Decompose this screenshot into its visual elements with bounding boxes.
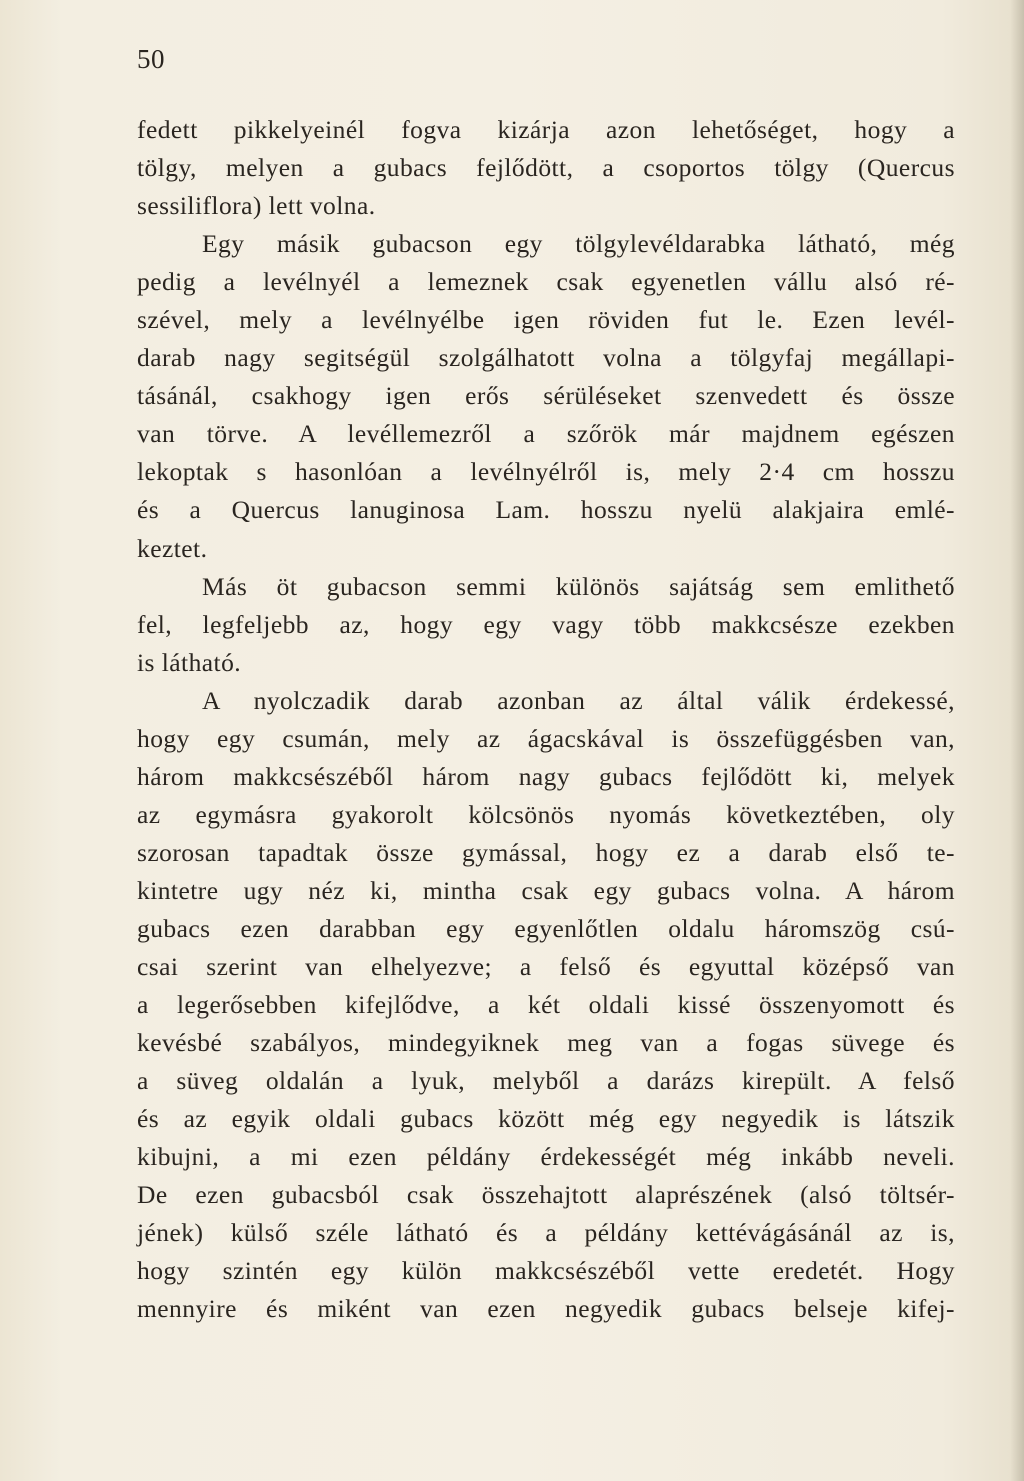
- text-line: hogy szintén egy külön makkcsészéből vette eredetét. Hogy: [137, 1256, 955, 1286]
- text-line: A nyolczadik darab azonban az által válik érdekessé,: [202, 685, 955, 715]
- text-line: kintetre ugy néz ki, mintha csak egy gubacs volna. A három: [137, 875, 955, 905]
- text-line: De ezen gubacsból csak összehajtott alaprészének (alsó töltsér-: [137, 1180, 955, 1210]
- text-line: lekoptak s hasonlóan a levélnyélről is, mely 2·4 cm hosszu: [137, 457, 955, 487]
- text-line: hogy egy csumán, mely az ágacskával is összefüggésben van,: [137, 723, 955, 753]
- text-line: keztet.: [137, 533, 208, 563]
- text-line: fel, legfeljebb az, hogy egy vagy több makkcsésze ezekben: [137, 609, 955, 639]
- body-text: [137, 111, 955, 1329]
- text-line: fedett pikkelyeinél fogva kizárja azon lehetőséget, hogy a: [137, 115, 955, 144]
- text-line: tásánál, csakhogy igen erős sérüléseket szenvedett és össze: [137, 381, 955, 411]
- text-line: mennyire és miként van ezen negyedik gubacs belseje kifej-: [137, 1294, 955, 1324]
- page-number: 50: [137, 44, 165, 74]
- text-line: gubacs ezen darabban egy egyenlőtlen oldalu háromszög csú-: [137, 913, 955, 943]
- text-line: pedig a levélnyél a lemeznek csak egyenetlen vállu alsó ré-: [137, 267, 955, 297]
- text-line: is látható.: [137, 647, 242, 677]
- text-line: szével, mely a levélnyélbe igen röviden fut le. Ezen levél-: [137, 305, 955, 335]
- text-line: kevésbé szabályos, mindegyiknek meg van a fogas süvege és: [137, 1028, 955, 1058]
- text-line: Más öt gubacson semmi különös sajátság sem emlithető: [202, 571, 955, 601]
- text-line: jének) külső széle látható és a példány kettévágásánál az is,: [137, 1218, 955, 1248]
- text-line: sessiliflora) lett volna.: [137, 191, 376, 221]
- page-edge-shadow: [1010, 0, 1024, 1481]
- text-line: három makkcsészéből három nagy gubacs fejlődött ki, melyek: [137, 761, 955, 791]
- text-line: és az egyik oldali gubacs között még egy negyedik is látszik: [137, 1104, 955, 1134]
- text-line: darab nagy segitségül szolgálhatott volna a tölgyfaj megállapi-: [137, 343, 955, 373]
- text-line: kibujni, a mi ezen példány érdekességét még inkább neveli.: [137, 1142, 955, 1172]
- text-line: Egy másik gubacson egy tölgylevéldarabka látható, még: [202, 229, 955, 259]
- text-line: a legerősebben kifejlődve, a két oldali kissé összenyomott és: [137, 990, 955, 1020]
- text-line: van törve. A levéllemezről a szőrök már majdnem egészen: [137, 419, 955, 449]
- text-line: a süveg oldalán a lyuk, melyből a darázs kirepült. A felső: [137, 1066, 955, 1096]
- text-line: az egymásra gyakorolt kölcsönös nyomás következtében, oly: [137, 799, 955, 829]
- text-line: csai szerint van elhelyezve; a felső és egyuttal középső van: [137, 952, 955, 982]
- text-line: szorosan tapadtak össze gymással, hogy ez a darab első te-: [137, 837, 955, 867]
- text-line: és a Quercus lanuginosa Lam. hosszu nyelü alakjaira emlé-: [137, 495, 955, 525]
- text-line: tölgy, melyen a gubacs fejlődött, a csoportos tölgy (Quercus: [137, 153, 955, 183]
